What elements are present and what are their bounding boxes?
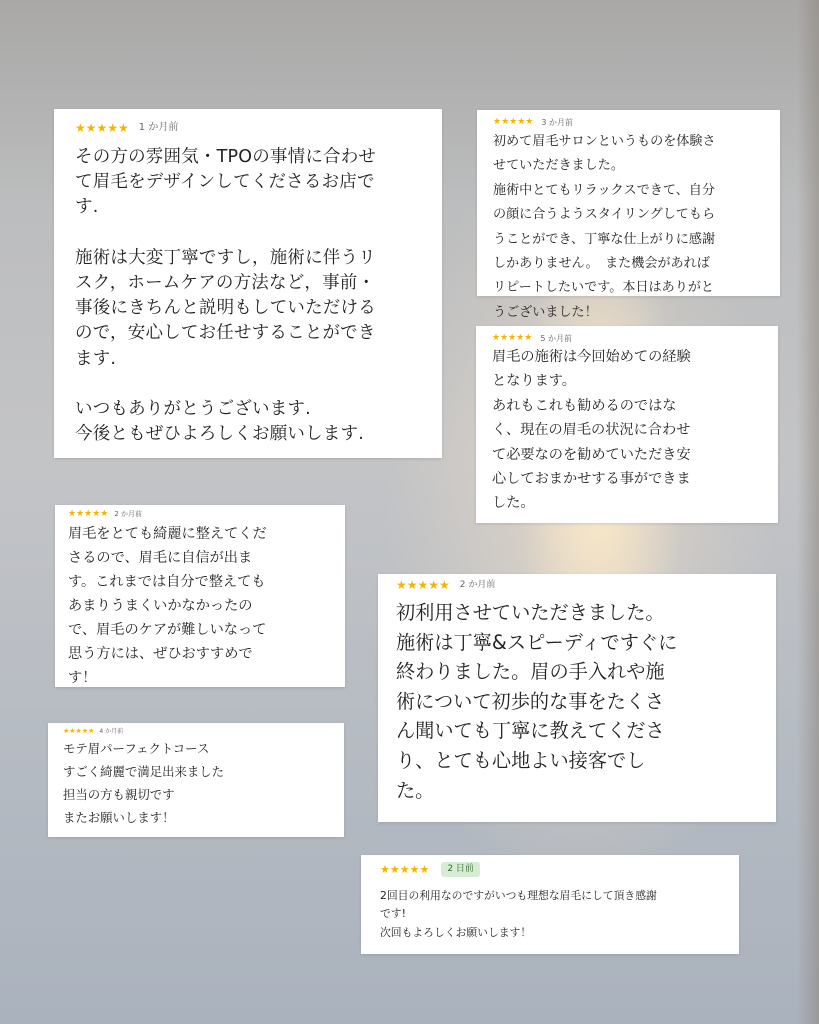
review-text: 初利用させていただきました。 施術は丁寧&スピーディですぐに 終わりました。眉の手入れや施 術について初歩的な事をたくさ ん聞いても丁寧に教えてくださ り、とても心地よい接客でし た。 <box>396 601 678 802</box>
review-text: その方の雰囲気・TPOの事情に合わせ て眉毛をデザインしてくださるお店で す. 施術は大変丁寧ですし，施術に伴うリ スク，ホームケアの方法など，事前・ 事後にきちんと説明もしていただける ので，安心してお任せすることができ ます. いつもありがとうございます. 今後ともぜひよろしくお願いします. <box>75 147 377 445</box>
review-date: 5 か月前 <box>540 333 572 343</box>
review-meta <box>493 118 766 127</box>
review-date: 4 か月前 <box>99 727 124 735</box>
review-date: 1 か月前 <box>138 122 179 133</box>
review-text: 眉毛の施術は今回始めての経験 となります。 あれもこれも勧めるのではな く、現在の眉毛の状況に合わせ て必要なのを勧めていただき安 心しておまかせする事ができま した。 <box>492 349 691 512</box>
review-text: 2回目の利用なのですがいつも理想な眉毛にして頂き感謝 です! 次回もよろしくお願いします！ <box>380 889 657 939</box>
review-meta <box>396 579 762 591</box>
review-text: 眉毛をとても綺麗に整えてくだ さるので、眉毛に自信が出ま す。これまでは自分で整えても あまりうまくいかなかったの で、眉毛のケアが難しいなって 思う方には、ぜひおすすめで す！ <box>68 526 267 686</box>
review-meta <box>492 334 764 343</box>
review-card <box>378 574 776 822</box>
review-meta <box>63 728 332 735</box>
review-card <box>54 109 442 458</box>
star-rating-icon: ★★★★★ <box>68 509 109 519</box>
review-text: 初めて眉毛サロンというものを体験さ せていただきました。 施術中とてもリラックスできて、自分 の顔に合うようスタイリングしてもら うことができ、丁寧な仕上がりに感謝 しかありません。 また機会があれば リピートしたいです。本日はありがと うございました！ <box>493 134 716 320</box>
review-date: 2 か月前 <box>114 510 143 518</box>
review-card <box>476 326 778 523</box>
review-card <box>477 110 780 320</box>
review-card <box>55 505 345 687</box>
star-rating-icon: ★★★★★ <box>492 333 533 343</box>
review-date: 3 か月前 <box>541 117 573 127</box>
review-meta <box>75 122 422 134</box>
background-edge <box>797 0 819 1024</box>
star-rating-icon: ★★★★★ <box>63 727 95 735</box>
review-card <box>48 723 344 837</box>
review-meta <box>68 510 333 519</box>
review-date-badge: 2 日前 <box>441 862 480 877</box>
review-card <box>361 855 739 954</box>
star-rating-icon: ★★★★★ <box>380 863 430 876</box>
review-date: 2 か月前 <box>459 579 496 590</box>
review-text: モテ眉パーフェクトコース すごく綺麗で満足出来ました 担当の方も親切です またお願いします！ <box>63 741 225 825</box>
star-rating-icon: ★★★★★ <box>493 117 534 127</box>
star-rating-icon: ★★★★★ <box>75 121 129 135</box>
review-meta <box>380 862 725 877</box>
star-rating-icon: ★★★★★ <box>396 578 450 592</box>
